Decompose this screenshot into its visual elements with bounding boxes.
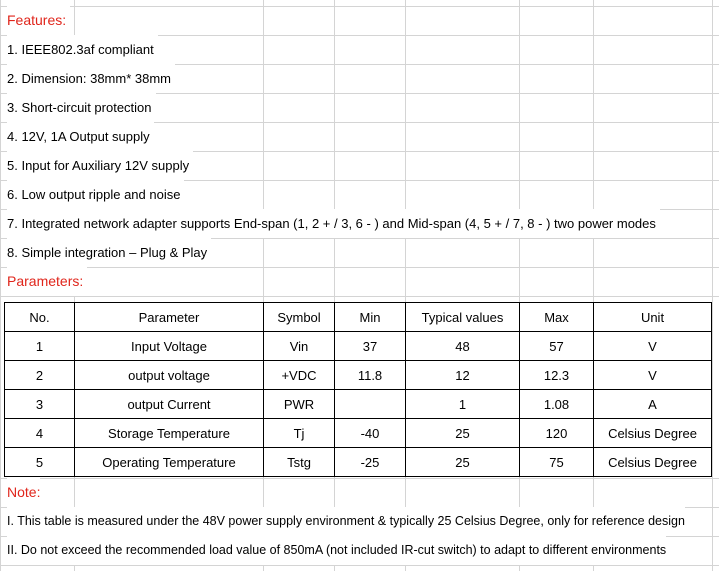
table-cell: 1.08 <box>520 390 594 419</box>
table-cell: 37 <box>335 332 406 361</box>
table-cell: -25 <box>335 448 406 477</box>
table-header-row <box>5 303 712 332</box>
column-header: Symbol <box>264 303 335 332</box>
feature-item: 1. IEEE802.3af compliant <box>7 35 158 64</box>
table-cell: 1 <box>5 332 75 361</box>
feature-item: 2. Dimension: 38mm* 38mm <box>7 64 175 93</box>
feature-item: 7. Integrated network adapter supports End-span (1, 2 + / 3, 6 - ) and Mid-span (4, 5 + / 7, 8 - ) two power modes <box>7 209 660 238</box>
feature-item: 6. Low output ripple and noise <box>7 180 184 209</box>
table-cell: Celsius Degree <box>594 448 712 477</box>
table-cell: 4 <box>5 419 75 448</box>
table-cell: -40 <box>335 419 406 448</box>
table-cell: 1 <box>406 390 520 419</box>
column-header: Min <box>335 303 406 332</box>
table-cell <box>335 390 406 419</box>
table-row <box>5 419 712 448</box>
features-heading: Features: <box>7 6 70 35</box>
table-cell: output voltage <box>75 361 264 390</box>
table-cell: 3 <box>5 390 75 419</box>
table-cell: 2 <box>5 361 75 390</box>
parameters-heading: Parameters: <box>7 267 87 296</box>
table-cell: V <box>594 361 712 390</box>
table-cell: 57 <box>520 332 594 361</box>
feature-item: 3. Short-circuit protection <box>7 93 156 122</box>
table-cell: Operating Temperature <box>75 448 264 477</box>
column-header: Max <box>520 303 594 332</box>
table-cell: Storage Temperature <box>75 419 264 448</box>
table-cell: V <box>594 332 712 361</box>
table-cell: PWR <box>264 390 335 419</box>
table-cell: Celsius Degree <box>594 419 712 448</box>
table-cell: +VDC <box>264 361 335 390</box>
table-cell: 12 <box>406 361 520 390</box>
table-cell: 25 <box>406 448 520 477</box>
table-cell: A <box>594 390 712 419</box>
table-row <box>5 448 712 477</box>
parameters-table <box>4 302 712 477</box>
table-cell: 12.3 <box>520 361 594 390</box>
table-cell: Tj <box>264 419 335 448</box>
feature-item: 8. Simple integration – Plug & Play <box>7 238 211 267</box>
note-heading: Note: <box>7 478 40 507</box>
table-cell: Tstg <box>264 448 335 477</box>
table-cell: 11.8 <box>335 361 406 390</box>
table-row <box>5 361 712 390</box>
table-row <box>5 332 712 361</box>
table-cell: 120 <box>520 419 594 448</box>
table-cell: 5 <box>5 448 75 477</box>
table-cell: Input Voltage <box>75 332 264 361</box>
feature-item: 4. 12V, 1A Output supply <box>7 122 154 151</box>
table-row <box>5 390 712 419</box>
table-cell: 25 <box>406 419 520 448</box>
feature-item: 5. Input for Auxiliary 12V supply <box>7 151 193 180</box>
note-item: I. This table is measured under the 48V power supply environment & typically 25 Celsius Degree, only for reference design <box>7 507 685 536</box>
note-item: II. Do not exceed the recommended load value of 850mA (not included IR-cut switch) to adapt to different environments <box>7 536 666 565</box>
column-header: Typical values <box>406 303 520 332</box>
table-cell: 75 <box>520 448 594 477</box>
table-cell: output Current <box>75 390 264 419</box>
column-header: Parameter <box>75 303 264 332</box>
table-cell: Vin <box>264 332 335 361</box>
column-header: Unit <box>594 303 712 332</box>
table-cell: 48 <box>406 332 520 361</box>
column-header: No. <box>5 303 75 332</box>
